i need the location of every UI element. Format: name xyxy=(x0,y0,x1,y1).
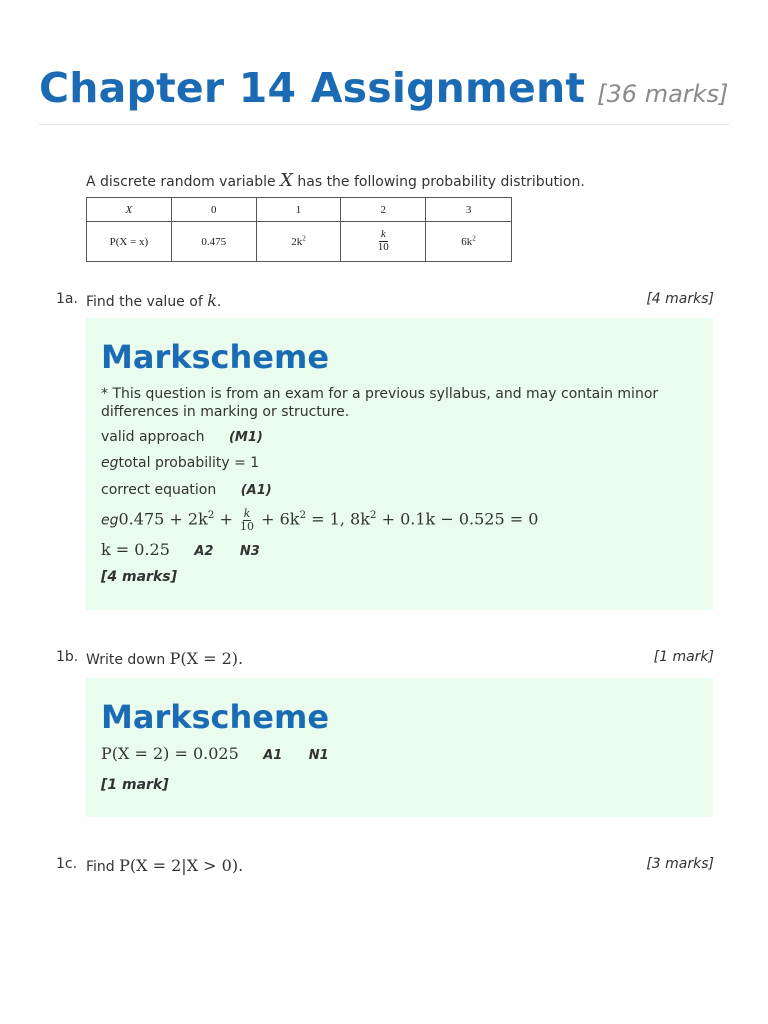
question-1a xyxy=(56,291,714,311)
question-math: k xyxy=(207,291,217,310)
mark-code: (A1) xyxy=(240,483,272,498)
equation-part: 0.475 + 2k xyxy=(118,509,208,529)
mark-code: N1 xyxy=(308,748,329,763)
question-number: 1b. xyxy=(56,649,79,665)
probability-distribution-table xyxy=(86,197,512,262)
question-1b xyxy=(56,649,714,669)
equation-part: = 1, 8k xyxy=(311,509,370,529)
table-cell xyxy=(341,222,426,262)
question-text xyxy=(86,856,243,875)
markscheme-1b xyxy=(86,678,713,817)
markscheme-equation xyxy=(101,508,538,532)
equation-exponent: 2 xyxy=(299,509,307,522)
total-marks: [36 marks] xyxy=(597,80,729,108)
table-cell: 0.475 xyxy=(171,222,256,262)
markscheme-line xyxy=(101,454,259,472)
equation-part: + 0.1k − 0.525 = 0 xyxy=(381,509,539,529)
markscheme-line xyxy=(101,745,329,765)
example-label: eg xyxy=(101,512,119,529)
page-title: Chapter 14 Assignment xyxy=(39,64,586,112)
question-intro xyxy=(86,170,585,191)
markscheme-text: correct equation xyxy=(101,482,217,498)
question-text xyxy=(86,291,221,310)
markscheme-1a xyxy=(86,318,713,610)
markscheme-total: [1 mark] xyxy=(101,777,169,793)
equation-fraction xyxy=(240,508,254,532)
table-cell: X xyxy=(87,198,172,222)
question-marks: [4 marks] xyxy=(646,291,714,307)
question-number: 1a. xyxy=(56,291,78,307)
markscheme-title: Markscheme xyxy=(101,698,330,736)
fraction xyxy=(376,229,391,253)
title-divider xyxy=(39,124,729,125)
table-cell xyxy=(256,222,341,262)
cell-exponent: 2 xyxy=(302,233,306,242)
mark-code: A1 xyxy=(263,748,283,763)
markscheme-text: total probability = 1 xyxy=(118,455,260,471)
answer-math: k = 0.25 xyxy=(101,540,170,559)
question-prompt: Write down xyxy=(86,652,166,668)
equation-part: + xyxy=(219,509,233,529)
equation-part: + 6k xyxy=(261,509,300,529)
fraction-denominator: 10 xyxy=(239,519,254,533)
question-math: P(X = 2). xyxy=(169,649,244,668)
question-marks: [3 marks] xyxy=(646,856,714,872)
fraction-denominator: 10 xyxy=(377,241,389,253)
table-cell xyxy=(426,222,512,262)
page-header xyxy=(39,64,729,112)
answer-math: P(X = 2) = 0.025 xyxy=(101,744,239,763)
mark-code: (M1) xyxy=(228,430,263,445)
markscheme-line xyxy=(101,481,272,500)
intro-variable: X xyxy=(280,170,293,191)
markscheme-line xyxy=(101,428,263,447)
table-cell: 1 xyxy=(256,198,341,222)
question-math-end: . xyxy=(216,294,222,310)
mark-code: A2 xyxy=(194,544,214,559)
intro-text-after: has the following probability distribution. xyxy=(297,174,585,190)
example-label: eg xyxy=(101,455,119,471)
intro-text-before: A discrete random variable xyxy=(86,174,276,190)
table-cell: 2 xyxy=(341,198,426,222)
markscheme-text: valid approach xyxy=(101,429,205,445)
mark-code: N3 xyxy=(239,544,260,559)
markscheme-note: * This question is from an exam for a previous syllabus, and may contain minor differences in marking or structure. xyxy=(101,386,659,420)
table-cell: P(X = x) xyxy=(87,222,172,262)
cell-expression: 6k xyxy=(461,235,473,248)
question-math: P(X = 2|X > 0). xyxy=(119,856,244,875)
question-1c xyxy=(56,856,714,876)
equation-exponent: 2 xyxy=(207,509,215,522)
table-row xyxy=(87,222,512,262)
equation-exponent: 2 xyxy=(369,509,377,522)
table-row xyxy=(87,198,512,222)
markscheme-line xyxy=(101,541,260,561)
question-prompt: Find xyxy=(86,859,115,875)
fraction-numerator: k xyxy=(380,228,386,241)
markscheme-total: [4 marks] xyxy=(101,569,177,585)
question-text xyxy=(86,649,243,668)
markscheme-title: Markscheme xyxy=(101,338,330,376)
fraction-numerator: k xyxy=(243,507,251,520)
cell-expression: 2k xyxy=(291,235,303,248)
cell-exponent: 2 xyxy=(472,233,476,242)
table-cell: 0 xyxy=(171,198,256,222)
table-cell: 3 xyxy=(426,198,512,222)
question-number: 1c. xyxy=(56,856,78,872)
question-marks: [1 mark] xyxy=(653,649,714,665)
question-prompt: Find the value of xyxy=(86,294,203,310)
